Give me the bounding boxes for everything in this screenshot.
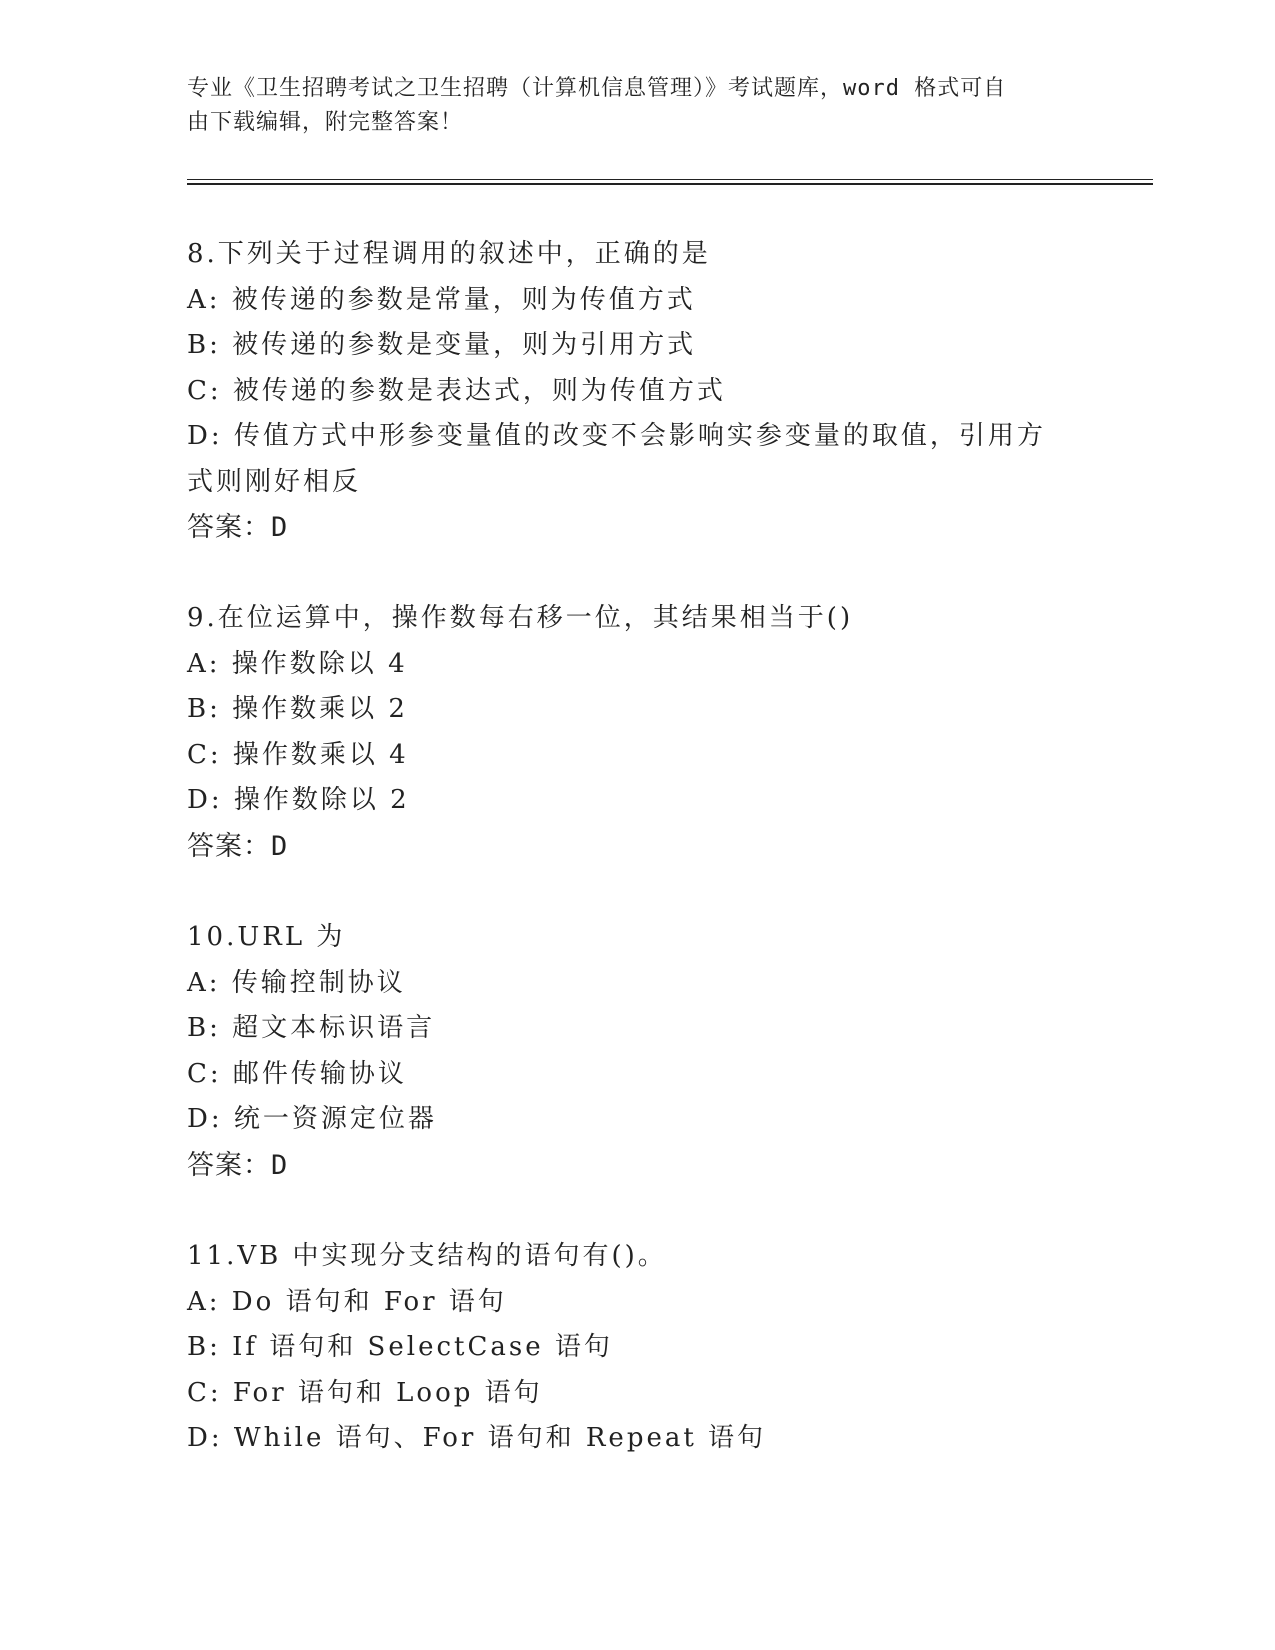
header-line-2: 由下载编辑，附完整答案！: [187, 110, 464, 135]
option-c: C: For 语句和 Loop 语句: [187, 1377, 543, 1408]
header-line-1: 专业《卫生招聘考试之卫生招聘（计算机信息管理）》考试题库，word 格式可自: [187, 76, 1007, 101]
question-stem: 9.在位运算中，操作数每右移一位，其结果相当于(): [187, 603, 854, 633]
document-header: [187, 72, 1087, 140]
option-c: C: 被传递的参数是表达式，则为传值方式: [187, 375, 726, 406]
option-c: C: 操作数乘以 4: [187, 739, 409, 770]
option-a: A: Do 语句和 For 语句: [187, 1286, 507, 1317]
option-b: B: 操作数乘以 2: [187, 694, 408, 724]
question-stem: 8.下列关于过程调用的叙述中，正确的是: [187, 239, 711, 269]
header-divider-thin: [187, 179, 1153, 180]
answer-label: 答案：D: [187, 830, 289, 862]
question-8: [187, 232, 1087, 551]
option-d: D: While 语句、For 语句和 Repeat 语句: [187, 1423, 767, 1453]
option-d: D: 操作数除以 2: [187, 785, 410, 815]
answer-label: 答案：D: [187, 512, 289, 543]
option-a: A: 被传递的参数是常量，则为传值方式: [187, 284, 696, 315]
option-a: A: 操作数除以 4: [187, 648, 408, 679]
question-11: [187, 1234, 1087, 1462]
question-stem: 10.URL 为: [187, 922, 346, 952]
option-d: D: 统一资源定位器: [187, 1104, 437, 1134]
question-stem: 11.VB 中实现分支结构的语句有()。: [187, 1241, 667, 1271]
option-c: C: 邮件传输协议: [187, 1058, 407, 1089]
option-b: B: 被传递的参数是变量，则为引用方式: [187, 330, 697, 360]
question-9: [187, 596, 1087, 869]
option-b: B: If 语句和 SelectCase 语句: [187, 1332, 613, 1362]
option-b: B: 超文本标识语言: [187, 1013, 436, 1043]
option-a: A: 传输控制协议: [187, 967, 406, 998]
header-divider-thick: [187, 183, 1153, 185]
option-d: D: 传值方式中形参变量值的改变不会影响实参变量的取值，引用方式则刚好相反: [187, 421, 1046, 497]
answer-label: 答案：D: [187, 1149, 289, 1181]
question-10: [187, 915, 1087, 1188]
